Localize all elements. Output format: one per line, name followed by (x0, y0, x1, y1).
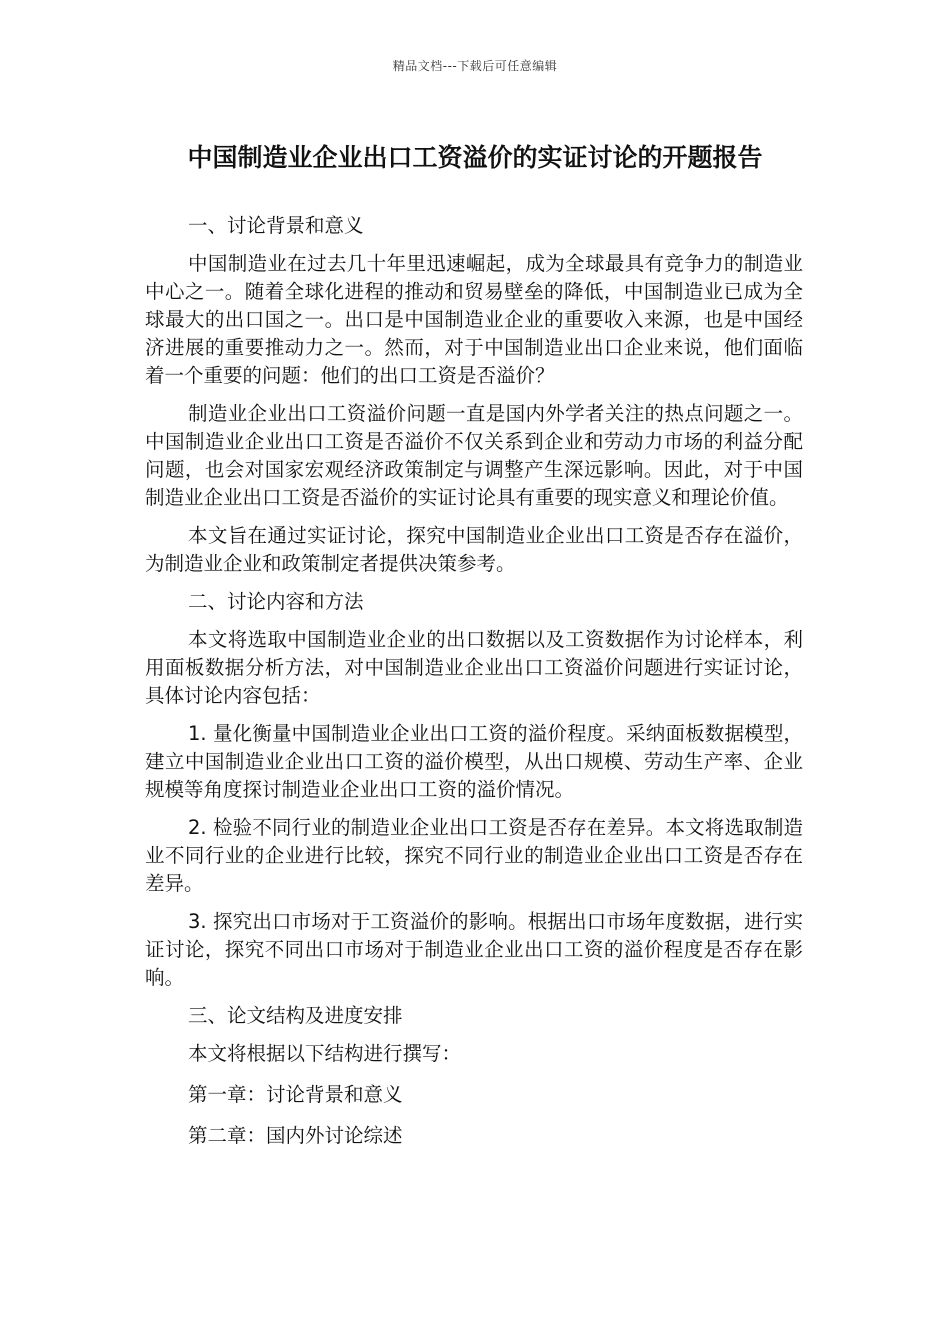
page-header: 精品文档---下载后可任意编辑 (392, 59, 558, 73)
section-1-paragraph-2: 制造业企业出口工资溢价问题一直是国内外学者关注的热点问题之一。中国制造业企业出口工资是否溢价不仅关系到企业和劳动力市场的利益分配问题，也会对国家宏观经济政策制定与调整产生深远影响。因此，对于中国制造业企业出口工资是否溢价的实证讨论具有重要的现实意义和理论价值。 (145, 402, 803, 509)
section-1-paragraph-1: 中国制造业在过去几十年里迅速崛起，成为全球最具有竞争力的制造业中心之一。随着全球化进程的推动和贸易壁垒的降低，中国制造业已成为全球最大的出口国之一。出口是中国制造业企业的重要收入来源，也是中国经济进展的重要推动力之一。然而，对于中国制造业出口企业来说，他们面临着一个重要的问题：他们的出口工资是否溢价？ (145, 252, 803, 387)
chapter-2-line: 第二章：国内外讨论综述 (188, 1124, 403, 1147)
document-body (145, 212, 803, 1163)
section-1-heading: 一、讨论背景和意义 (188, 214, 364, 237)
chapter-1-line: 第一章：讨论背景和意义 (188, 1083, 403, 1106)
section-2-item-3: 3. 探究出口市场对于工资溢价的影响。根据出口市场年度数据，进行实证讨论，探究不同出口市场对于制造业企业出口工资的溢价程度是否存在影响。 (145, 910, 803, 989)
section-2-paragraph-1: 本文将选取中国制造业企业的出口数据以及工资数据作为讨论样本，利用面板数据分析方法，对中国制造业企业出口工资溢价问题进行实证讨论，具体讨论内容包括： (145, 628, 803, 707)
section-2-item-2: 2. 检验不同行业的制造业企业出口工资是否存在差异。本文将选取制造业不同行业的企业进行比较，探究不同行业的制造业企业出口工资是否存在差异。 (145, 816, 803, 895)
section-2-heading: 二、讨论内容和方法 (188, 590, 364, 613)
document-title: 中国制造业企业出口工资溢价的实证讨论的开题报告 (187, 143, 763, 172)
section-2-item-1: 1. 量化衡量中国制造业企业出口工资的溢价程度。采纳面板数据模型，建立中国制造业企业出口工资的溢价模型，从出口规模、劳动生产率、企业规模等角度探讨制造业企业出口工资的溢价情况。 (145, 722, 803, 801)
section-1-paragraph-3: 本文旨在通过实证讨论，探究中国制造业企业出口工资是否存在溢价，为制造业企业和政策制定者提供决策参考。 (145, 524, 803, 575)
section-3-paragraph-1: 本文将根据以下结构进行撰写： (188, 1042, 462, 1065)
section-3-heading: 三、论文结构及进度安排 (188, 1004, 403, 1027)
